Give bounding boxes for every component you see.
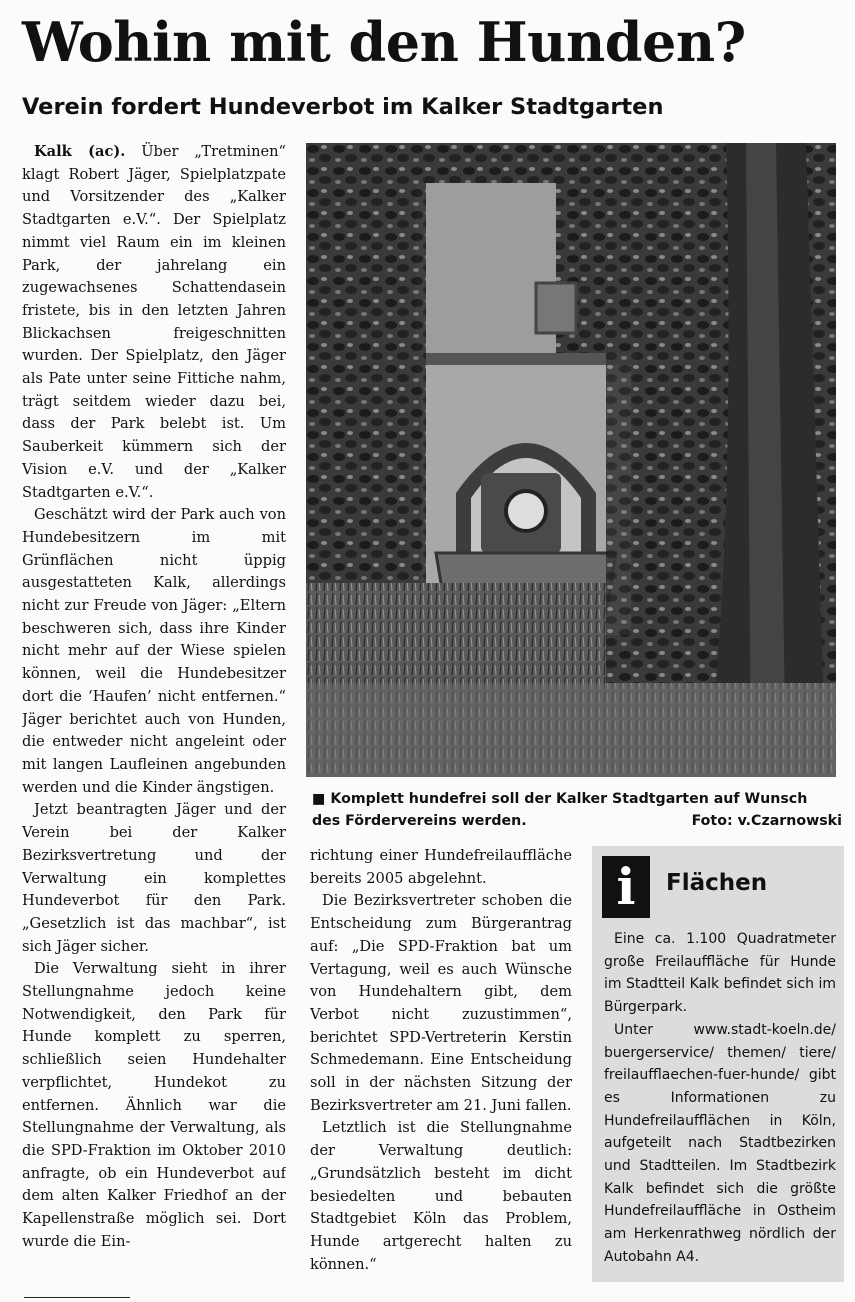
info-title: Flächen bbox=[666, 870, 768, 896]
headline: Wohin mit den Hunden? bbox=[22, 10, 746, 74]
caption-line: des Fördervereins werden. bbox=[312, 813, 527, 829]
caption-line: ■ Komplett hundefrei soll der Kalker Stadtgarten auf Wunsch bbox=[312, 791, 808, 807]
article-paragraph: richtung einer Hundefreilauffläche bereits 2005 abgelehnt. bbox=[310, 847, 572, 887]
article-column-1 bbox=[22, 141, 286, 1291]
photo-caption bbox=[312, 788, 842, 832]
subheadline: Verein fordert Hundeverbot im Kalker Stadtgarten bbox=[22, 94, 664, 120]
park-fountain-photo bbox=[306, 143, 836, 777]
info-paragraph: Unter www.stadt-koeln.de/ buergerservice/ themen/ tiere/ freilaufflaechen-fuer-hunde/ gibt es Informationen zu Hundefreilaufflächen in Köln, aufgeteilt nach Stadtbezirken und Stadtteilen. Im Stadtbezirk Kalk befindet sich die größte Hundefreilauffläche in Ostheim am Herkenrathweg nördlich der Autobahn A4. bbox=[604, 1021, 836, 1265]
article-paragraph: Die Bezirksvertreter schoben die Entscheidung zum Bürgerantrag auf: „Die SPD-Fraktion bat um Vertagung, weil es auch Wünsche von Hundehaltern gibt, dem Verbot nicht zuzustimmen“, berichtet SPD-Vertreterin Kerstin Schmedemann. Eine Entscheidung soll in der nächsten Sitzung der Bezirksvertreter am 21. Juni fallen. bbox=[310, 892, 572, 1114]
article-paragraph: Jetzt beantragten Jäger und der Verein bei der Kalker Bezirksvertretung und der Verwaltung ein komplettes Hundeverbot für den Park. „Gesetzlich ist das machbar“, ist sich Jäger sicher. bbox=[22, 801, 286, 955]
info-body bbox=[604, 928, 836, 1269]
article-paragraph: Die Verwaltung sieht in ihrer Stellungnahme jedoch keine Notwendigkeit, den Park für Hunde komplett zu sperren, schließlich seien Hundehalter verpflichtet, Hundekot zu entfernen. Ähnlich war die Stellungnahme der Verwaltung, als die SPD-Fraktion im Oktober 2010 anfragte, ob ein Hundeverbot auf dem alten Kalker Friedhof an der Kapellenstraße möglich sei. Dort wurde die Ein- bbox=[22, 960, 286, 1250]
photo-credit: Foto: v.Czarnowski bbox=[691, 813, 842, 829]
footer-rule bbox=[24, 1297, 130, 1298]
article-paragraph: Geschätzt wird der Park auch von Hundebesitzern im mit Grünflächen nicht üppig ausgestatteten Kalk, allerdings nicht zur Freude von Jäger: „Eltern beschweren sich, dass ihre Kinder nicht mehr auf der Wiese spielen können, weil die Hundebesitzer dort die ‘Haufen’ nicht entfernen.“ Jäger berichtet auch von Hunden, die entweder nicht angeleint oder mit langen Laufleinen angebunden werden und die Kinder ängstigen. bbox=[22, 506, 286, 796]
article-text: Über „Tretminen“ klagt Robert Jäger, Spielplatzpate und Vorsitzender des „Kalker Stadtgarten e.V.“. Der Spielplatz nimmt viel Raum ein im kleinen Park, der jahrelang ein zugewachsenes Schattendasein fristete, bis in den letzten Jahren Blickachsen freigeschnitten wurden. Der Spielplatz, den Jäger als Pate unter seine Fittiche nahm, trägt seitdem wieder dazu bei, dass der Park belebt ist. Um Sauberkeit kümmern sich der Vision e.V. und der „Kalker Stadtgarten e.V.“. bbox=[22, 143, 286, 501]
article-paragraph bbox=[22, 141, 286, 504]
article-paragraph: Letztlich ist die Stellungnahme der Verwaltung deutlich: „Grundsätzlich besteht im dicht besiedelten und bebauten Stadtgebiet Köln das Problem, Hunde artgerecht halten zu können.“ bbox=[310, 1119, 572, 1273]
info-icon: i bbox=[602, 856, 650, 918]
article-column-2 bbox=[310, 845, 572, 1290]
photo-illustration bbox=[306, 143, 836, 777]
dateline: Kalk (ac). bbox=[34, 143, 126, 160]
info-box bbox=[592, 846, 844, 1282]
info-paragraph: Eine ca. 1.100 Quadratmeter große Freilauffläche für Hunde im Stadtteil Kalk befindet sich im Bürgerpark. bbox=[604, 931, 836, 1016]
